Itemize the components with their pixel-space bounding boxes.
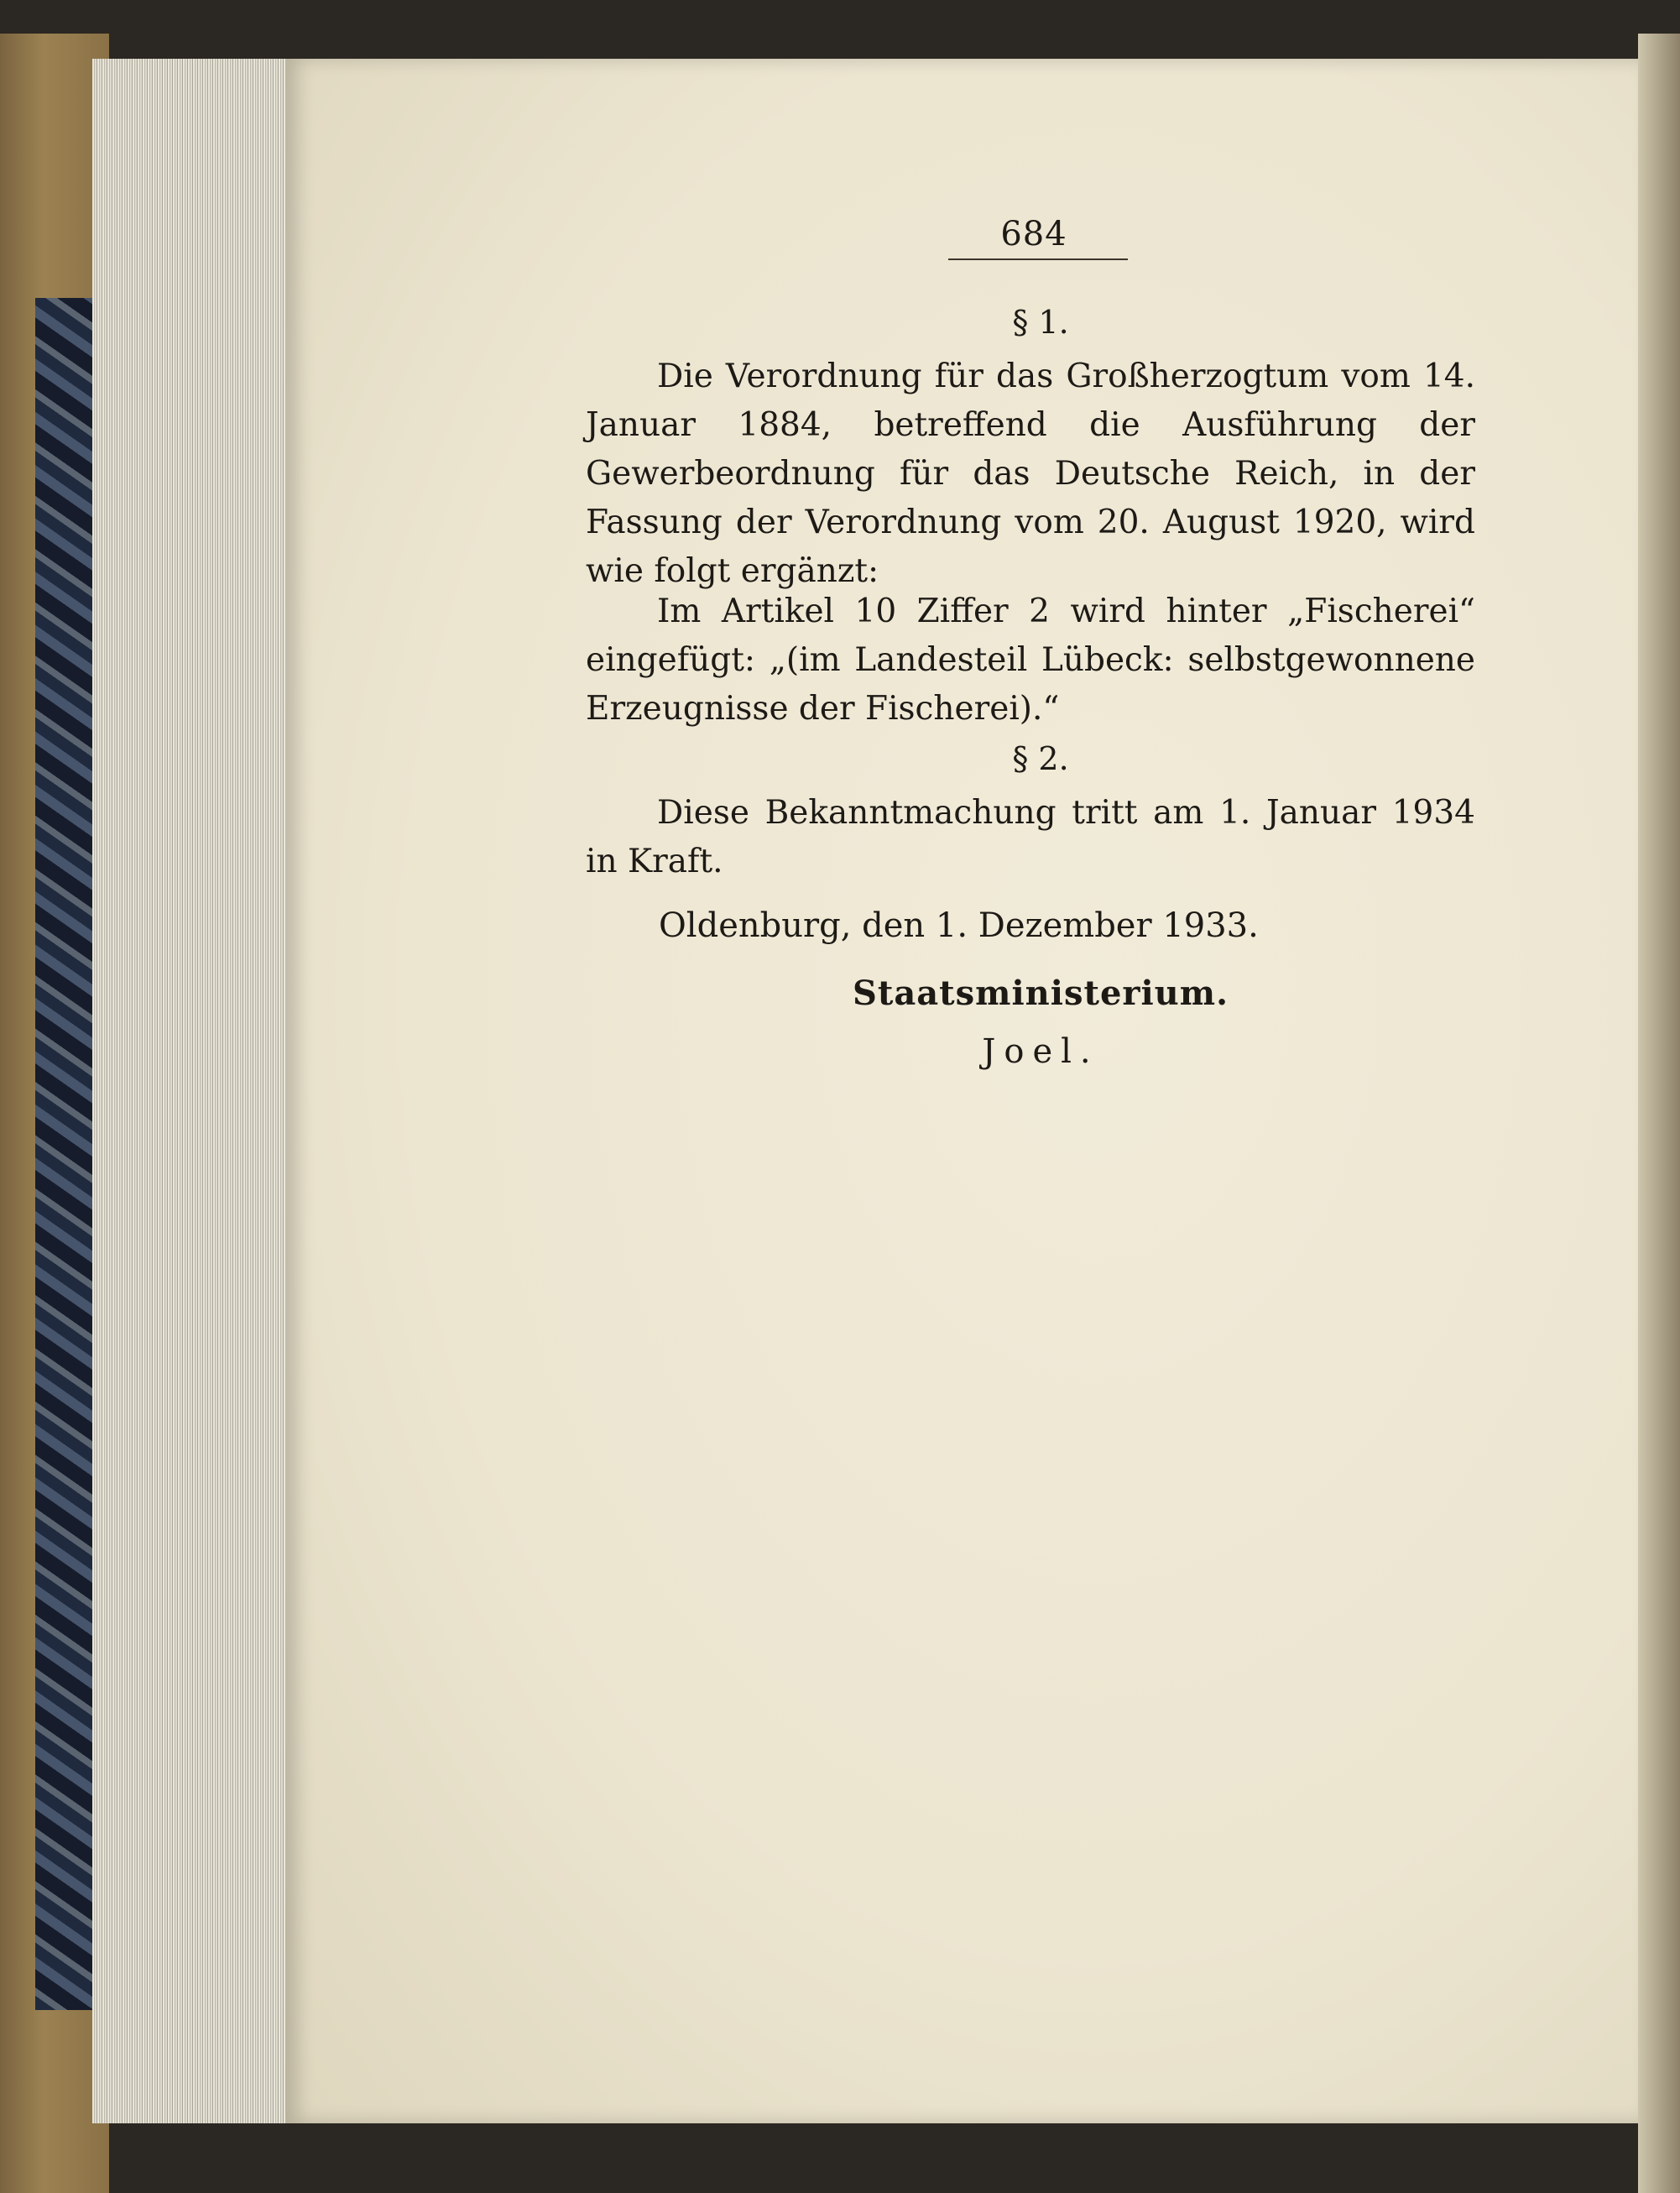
page-number: 684 bbox=[1000, 215, 1067, 253]
page-number-rule bbox=[948, 258, 1128, 260]
signer-name: Joel. bbox=[982, 1032, 1099, 1071]
section-1-paragraph-2: Im Artikel 10 Ziffer 2 wird hinter „Fischerei“ eingefügt: „(im Landesteil Lübeck: selbstgewonnene Erzeugnisse der Fischerei).“ bbox=[586, 593, 1475, 728]
section-1-paragraph-1: Die Verordnung für das Großherzogtum vom 14. Januar 1884, betreffend die Ausführung der Gewerbeordnung für das Deutsche Reich, in der Fassung der Verordnung vom 20. August 1920, wird wie folgt ergänzt: bbox=[586, 358, 1475, 590]
section-1-heading: § 1. bbox=[1012, 304, 1069, 341]
section-2-heading: § 2. bbox=[1012, 740, 1069, 777]
signer-organization: Staatsministerium. bbox=[852, 974, 1229, 1013]
section-2-paragraph: Diese Bekanntmachung tritt am 1. Januar 1934 in Kraft. bbox=[586, 794, 1475, 880]
place-date: Oldenburg, den 1. Dezember 1933. bbox=[659, 906, 1259, 945]
